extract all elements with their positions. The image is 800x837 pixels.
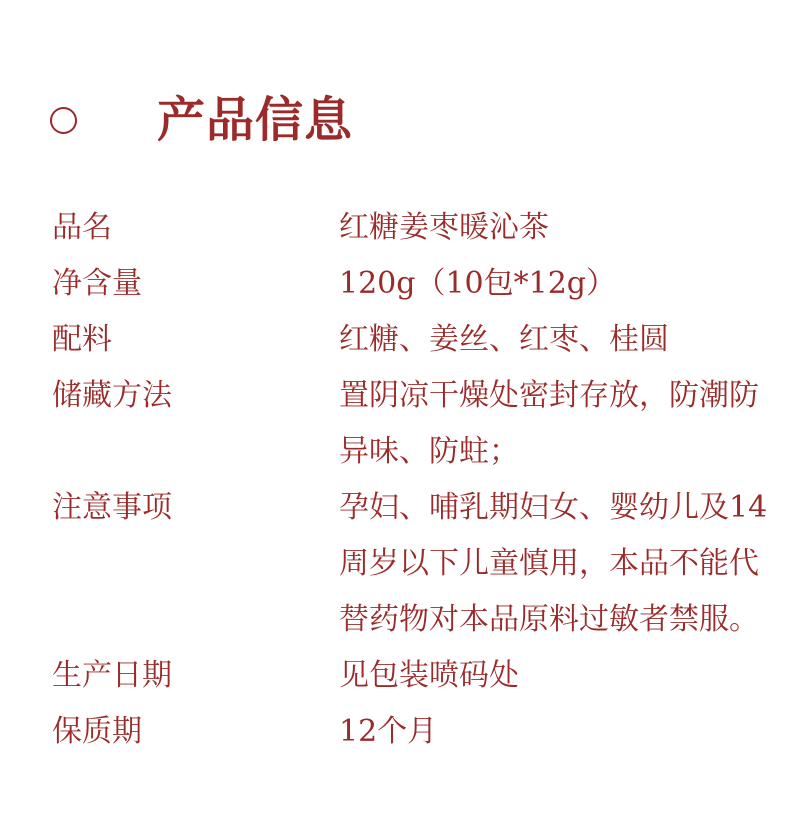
row-label: 保质期 [52, 714, 142, 749]
info-row-production-date [52, 648, 772, 704]
row-value: 孕妇、哺乳期妇女、婴幼儿及14周岁以下儿童慎用，本品不能代替药物对本品原料过敏者禁服。 [339, 490, 768, 637]
info-row-shelf-life [52, 704, 772, 760]
row-label: 配料 [52, 322, 112, 357]
info-row-net-content [52, 256, 772, 312]
row-label: 生产日期 [52, 658, 172, 693]
row-value: 12个月 [339, 714, 438, 749]
row-label: 品名 [52, 210, 112, 245]
info-row-notes [52, 480, 772, 648]
row-label: 注意事项 [52, 490, 172, 525]
row-value: 120g（10包*12g） [339, 266, 617, 301]
info-row-ingredients [52, 312, 772, 368]
section-title: 产品信息 [157, 92, 354, 148]
info-row-name [52, 200, 772, 256]
row-label: 储藏方法 [52, 378, 172, 413]
row-label: 净含量 [52, 266, 142, 301]
info-row-storage [52, 368, 772, 480]
product-info-list [52, 200, 772, 760]
row-value: 红糖姜枣暖沁茶 [339, 210, 549, 245]
row-value: 见包装喷码处 [339, 658, 519, 693]
row-value: 红糖、姜丝、红枣、桂圆 [339, 322, 669, 357]
section-header [50, 88, 353, 152]
circle-icon [50, 107, 77, 134]
row-value: 置阴凉干燥处密封存放，防潮防异味、防蛀； [339, 378, 759, 469]
